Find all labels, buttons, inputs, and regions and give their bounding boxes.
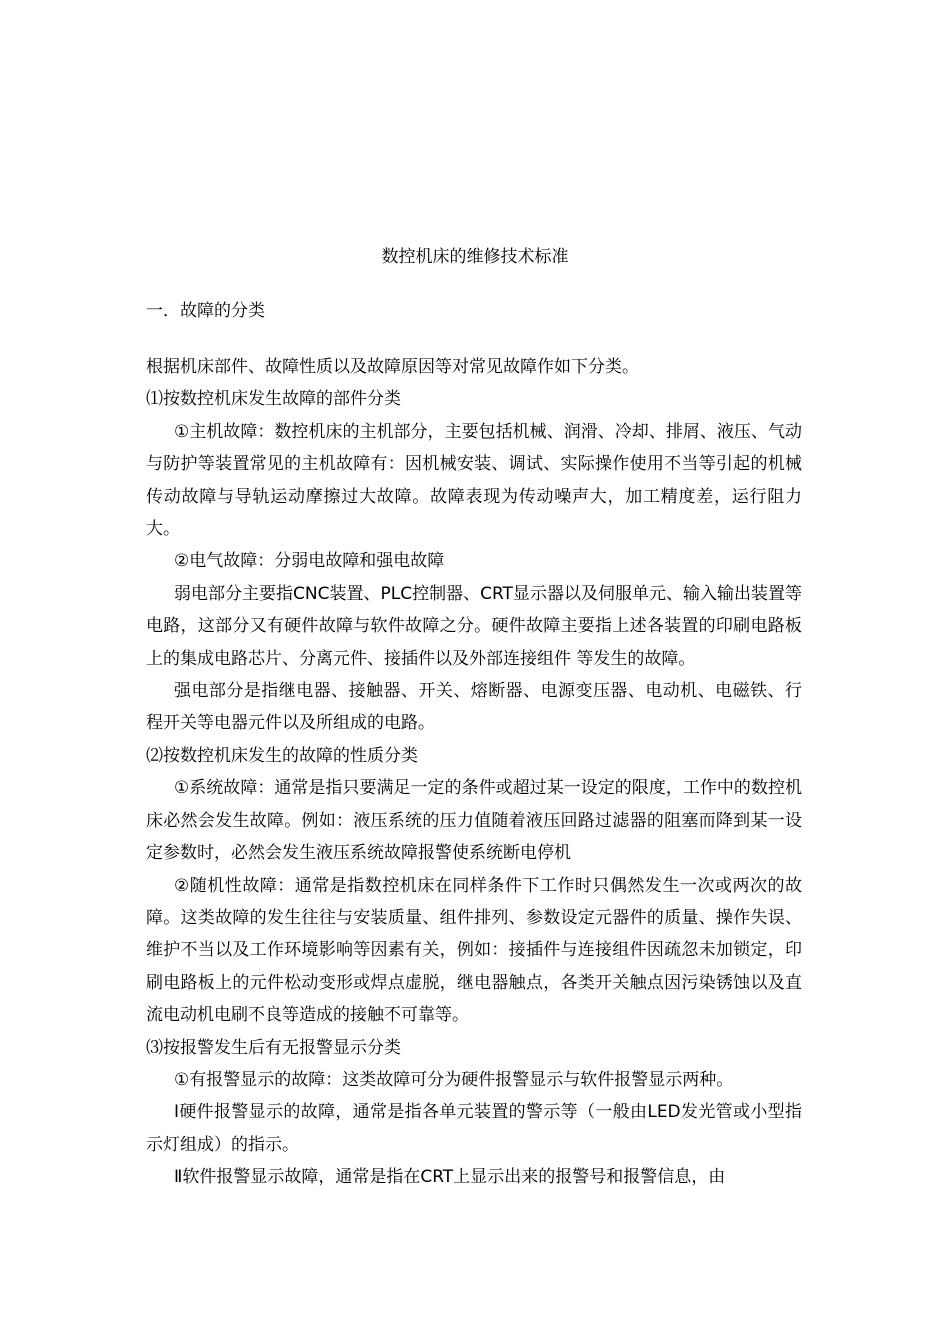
paragraph: ①有报警显示的故障：这类故障可分为硬件报警显示与软件报警显示两种。 [174,1069,734,1090]
paragraph: ①系统故障：通常是指只要满足一定的条件或超过某一设定的限度，工作中的数控机床必然会发生故障。例如：液压系统的压力值随着液压回路过滤器的阻塞而降到某一设定参数时，必然会发生液压系统故障报警使系统断电停机 [146,778,802,864]
paragraph: Ⅰ硬件报警显示的故障，通常是指各单元装置的警示等（一般由LED发光管或小型指示灯组成）的指示。 [146,1102,802,1155]
paragraph: ②随机性故障：通常是指数控机床在同样条件下工作时只偶然发生一次或两次的故障。这类故障的发生往往与安装质量、组件排列、参数设定元器件的质量、操作失误、维护不当以及工作环境影响等因素有关，例如：接插件与连接组件因疏忽未加锁定，印刷电路板上的元件松动变形或焊点虚脱，继电器触点，各类开关触点因污染锈蚀以及直流电动机电刷不良等造成的接触不可靠等。 [146,875,802,1026]
subheading-nature: ⑵按数控机床发生的故障的性质分类 [146,745,418,766]
paragraph: 强电部分是指继电器、接触器、开关、熔断器、电源变压器、电动机、电磁铁、行程开关等电器元件以及所组成的电路。 [146,681,802,734]
subheading-parts: ⑴按数控机床发生故障的部件分类 [146,389,401,410]
document-body [146,351,802,1194]
paragraph: ①主机故障：数控机床的主机部分，主要包括机械、润滑、冷却、排屑、液压、气动与防护等装置常见的主机故障有：因机械安装、调试、实际操作使用不当等引起的机械传动故障与导轨运动摩擦过大故障。故障表现为传动噪声大，加工精度差，运行阻力大。 [146,421,802,540]
document-title: 数控机床的维修技术标准 [381,247,569,267]
paragraph: Ⅱ软件报警显示故障，通常是指在CRT上显示出来的报警号和报警信息，由 [174,1167,726,1188]
paragraph: ②电气故障：分弱电故障和强电故障 [174,551,445,572]
section-heading: 一．故障的分类 [146,301,265,321]
subheading-alarm: ⑶按报警发生后有无报警显示分类 [146,1037,401,1058]
paragraph: 弱电部分主要指CNC装置、PLC控制器、CRT显示器以及伺服单元、输入输出装置等电路，这部分又有硬件故障与软件故障之分。硬件故障主要指上述各装置的印刷电路板上的集成电路芯片、分离元件、接插件以及外部连接组件 等发生的故障。 [146,583,802,669]
paragraph: 根据机床部件、故障性质以及故障原因等对常见故障作如下分类。 [146,357,639,377]
